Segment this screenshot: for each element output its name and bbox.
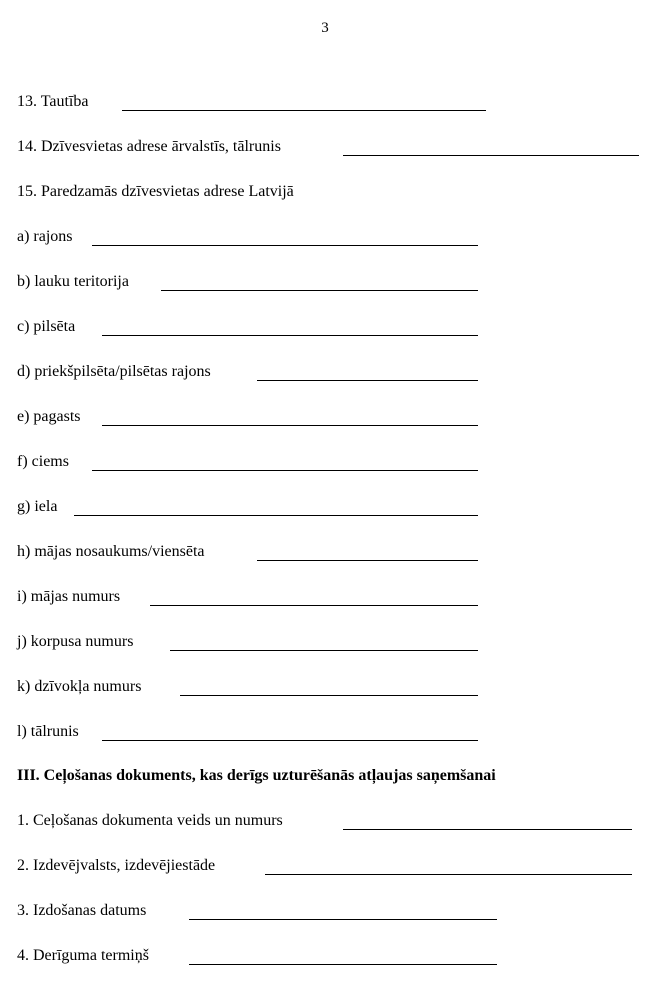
field-row-issuing-country-authority [0, 856, 650, 876]
field-row-phone [0, 722, 650, 742]
field-input-line-city[interactable] [102, 335, 478, 336]
field-label-parish: e) pagasts [17, 408, 81, 425]
field-label-city: c) pilsēta [17, 318, 76, 335]
field-input-line-building-number[interactable] [170, 650, 478, 651]
field-input-line-house-name[interactable] [257, 560, 478, 561]
field-row-building-number [0, 632, 650, 652]
field-label-phone: l) tālrunis [17, 723, 79, 740]
field-label-village: f) ciems [17, 453, 69, 470]
field-row-parish [0, 407, 650, 427]
field-input-line-village[interactable] [92, 470, 478, 471]
field-row-validity-term [0, 946, 650, 966]
field-input-line-document-type-number[interactable] [343, 829, 632, 830]
field-row-city [0, 317, 650, 337]
field-row-apartment-number [0, 677, 650, 697]
page-number: 3 [321, 20, 329, 36]
field-label-foreign-address-phone: 14. Dzīvesvietas adrese ārvalstīs, tālrunis [17, 138, 281, 155]
field-row-house-number [0, 587, 650, 607]
field-label-nationality: 13. Tautība [17, 93, 89, 110]
section-15-title: 15. Paredzamās dzīvesvietas adrese Latvijā [17, 183, 294, 200]
field-input-line-street[interactable] [74, 515, 478, 516]
field-label-district: a) rajons [17, 228, 73, 245]
field-row-district [0, 227, 650, 247]
field-row-village [0, 452, 650, 472]
field-row-street [0, 497, 650, 517]
field-input-line-issue-date[interactable] [189, 919, 497, 920]
field-label-issue-date: 3. Izdošanas datums [17, 902, 147, 919]
field-row-foreign-address-phone [0, 137, 650, 157]
field-label-issuing-country-authority: 2. Izdevējvalsts, izdevējiestāde [17, 857, 216, 874]
section-15-heading-row [0, 182, 650, 202]
field-input-line-issuing-country-authority[interactable] [265, 874, 632, 875]
field-input-line-apartment-number[interactable] [180, 695, 478, 696]
field-input-line-house-number[interactable] [150, 605, 478, 606]
field-row-nationality [0, 92, 650, 112]
field-input-line-validity-term[interactable] [189, 964, 497, 965]
field-label-validity-term: 4. Derīguma termiņš [17, 947, 149, 964]
field-label-building-number: j) korpusa numurs [17, 633, 134, 650]
field-input-line-parish[interactable] [102, 425, 478, 426]
field-input-line-rural-territory[interactable] [161, 290, 478, 291]
section-3-title: III. Ceļošanas dokuments, kas derīgs uzturēšanās atļaujas saņemšanai [17, 767, 496, 784]
field-row-issue-date [0, 901, 650, 921]
field-input-line-foreign-address-phone[interactable] [343, 155, 639, 156]
field-row-document-type-number [0, 811, 650, 831]
field-row-house-name [0, 542, 650, 562]
field-label-house-number: i) mājas numurs [17, 588, 121, 605]
field-label-house-name: h) mājas nosaukums/viensēta [17, 543, 205, 560]
field-label-street: g) iela [17, 498, 58, 515]
field-input-line-district[interactable] [92, 245, 478, 246]
field-input-line-phone[interactable] [102, 740, 478, 741]
field-input-line-nationality[interactable] [122, 110, 486, 111]
field-label-document-type-number: 1. Ceļošanas dokumenta veids un numurs [17, 812, 283, 829]
field-label-suburb: d) priekšpilsēta/pilsētas rajons [17, 363, 211, 380]
field-label-apartment-number: k) dzīvokļa numurs [17, 678, 142, 695]
field-input-line-suburb[interactable] [257, 380, 478, 381]
field-row-rural-territory [0, 272, 650, 292]
field-label-rural-territory: b) lauku teritorija [17, 273, 129, 290]
field-row-suburb [0, 362, 650, 382]
